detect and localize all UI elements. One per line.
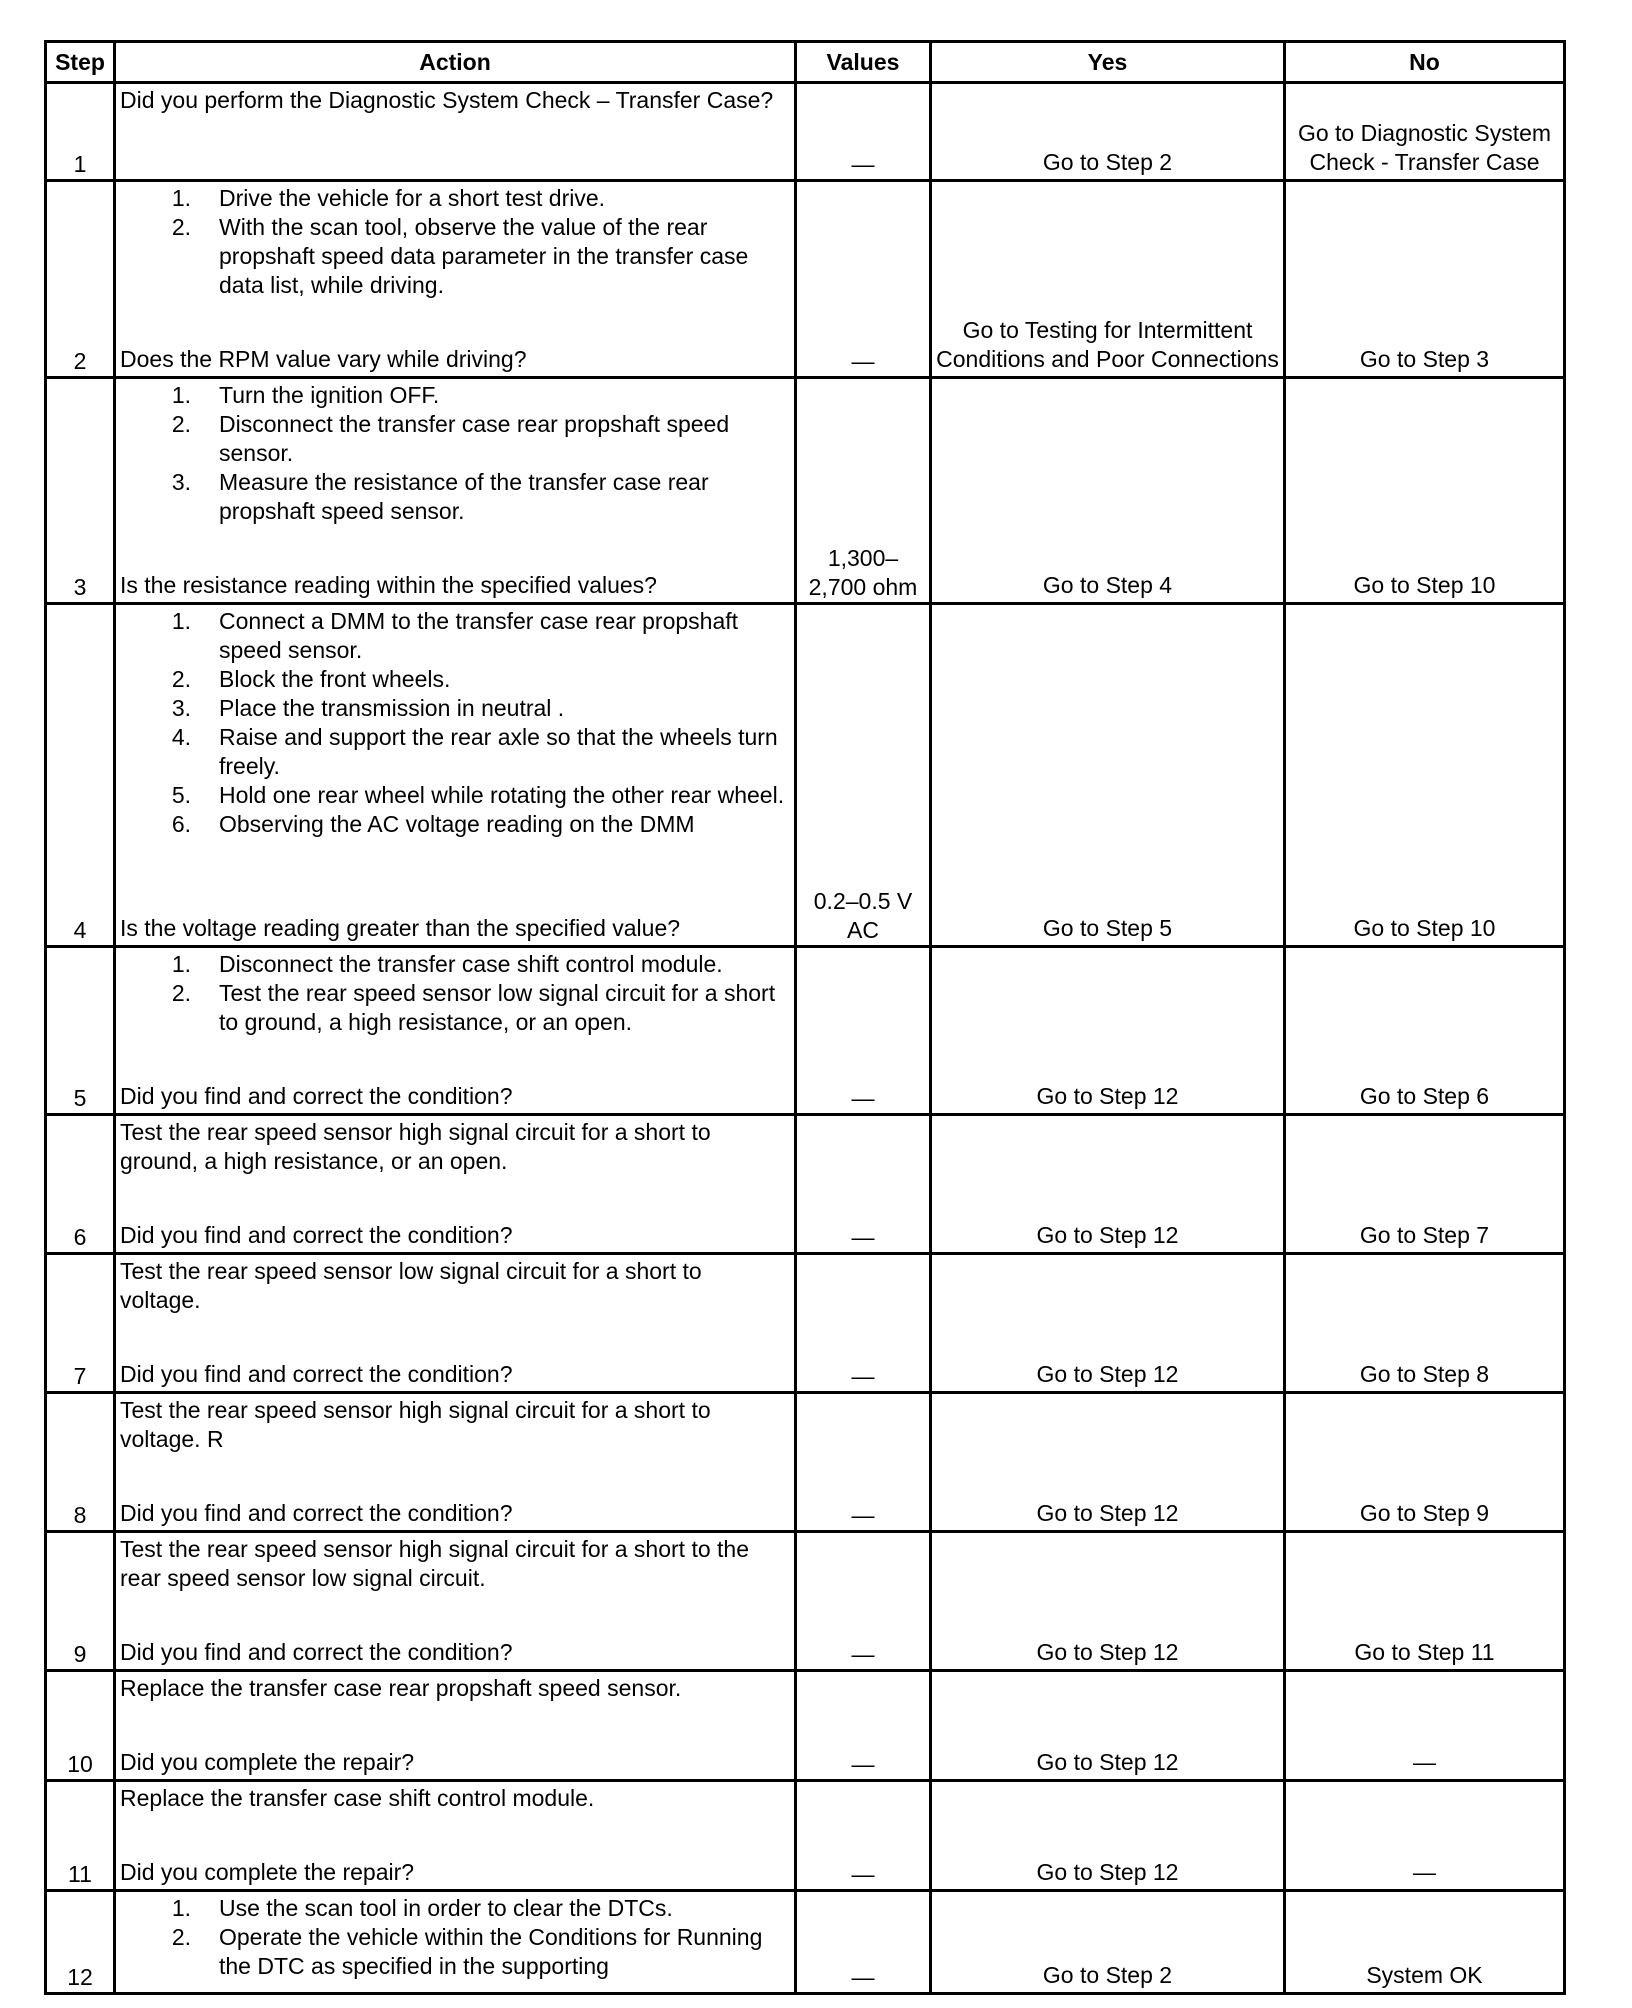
value-cell: — — [796, 1393, 931, 1532]
table-row — [46, 604, 1565, 947]
action-step-number: 1. — [171, 608, 191, 634]
table-row — [46, 1393, 1565, 1532]
action-step — [120, 1923, 788, 1981]
value-cell: — — [796, 1115, 931, 1254]
table-row — [46, 1671, 1565, 1781]
step-number: 8 — [46, 1393, 115, 1532]
action-content — [120, 950, 788, 1111]
table-row — [46, 1532, 1565, 1671]
action-cell — [115, 947, 796, 1115]
action-step-text: Disconnect the transfer case rear propshaft speed sensor. — [219, 411, 730, 466]
action-step-text: Place the transmission in neutral . — [219, 695, 565, 721]
action-step — [120, 381, 788, 410]
value-cell: — — [796, 947, 931, 1115]
action-step-text: Drive the vehicle for a short test drive. — [219, 185, 606, 211]
action-content — [120, 1674, 788, 1777]
action-text: Test the rear speed sensor high signal circuit for a short to voltage. R — [120, 1397, 711, 1452]
diagnostic-table — [44, 40, 1566, 1995]
action-cell — [115, 1254, 796, 1393]
action-step-text: Operate the vehicle within the Conditions for Running the DTC as specified in the supporting — [219, 1924, 763, 1979]
action-question: Did you find and correct the condition? — [120, 1222, 513, 1248]
action-content — [120, 86, 788, 115]
step-number: 5 — [46, 947, 115, 1115]
action-step-number: 1. — [171, 185, 191, 211]
action-text: Replace the transfer case rear propshaft speed sensor. — [120, 1675, 682, 1701]
value-cell: 0.2–0.5 V AC — [796, 604, 931, 947]
action-step-text: Block the front wheels. — [219, 666, 451, 692]
action-cell — [115, 604, 796, 947]
action-step — [120, 950, 788, 979]
action-step — [120, 979, 788, 1037]
action-question: Did you complete the repair? — [120, 1859, 415, 1885]
step-number: 9 — [46, 1532, 115, 1671]
yes-cell: Go to Step 2 — [931, 1891, 1285, 1994]
action-step-number: 2. — [171, 214, 191, 240]
value-cell: — — [796, 1532, 931, 1671]
action-step — [120, 1894, 788, 1923]
action-step-number: 6. — [171, 811, 191, 837]
action-content — [120, 1535, 788, 1667]
action-cell — [115, 378, 796, 604]
action-question: Is the voltage reading greater than the specified value? — [120, 915, 681, 941]
yes-cell: Go to Step 12 — [931, 1393, 1285, 1532]
action-steps — [120, 950, 788, 1037]
yes-cell: Go to Step 2 — [931, 83, 1285, 181]
action-question: Did you find and correct the condition? — [120, 1500, 513, 1526]
action-content — [120, 184, 788, 374]
action-step-number: 1. — [171, 951, 191, 977]
no-cell: System OK — [1285, 1891, 1565, 1994]
yes-cell: Go to Step 4 — [931, 378, 1285, 604]
action-text: Test the rear speed sensor high signal circuit for a short to the rear speed sensor low signal circuit. — [120, 1536, 749, 1591]
action-content — [120, 607, 788, 943]
action-step-number: 1. — [171, 1895, 191, 1921]
table-row — [46, 378, 1565, 604]
yes-cell: Go to Step 5 — [931, 604, 1285, 947]
table-row — [46, 83, 1565, 181]
table-row — [46, 1891, 1565, 1994]
no-cell: Go to Step 7 — [1285, 1115, 1565, 1254]
header-values: Values — [796, 42, 931, 83]
value-cell: — — [796, 1254, 931, 1393]
action-text: Test the rear speed sensor high signal circuit for a short to ground, a high resistance, or an open. — [120, 1119, 711, 1174]
action-step-text: Measure the resistance of the transfer case rear propshaft speed sensor. — [219, 469, 709, 524]
no-cell: Go to Step 3 — [1285, 181, 1565, 378]
action-cell — [115, 83, 796, 181]
value-cell: — — [796, 1781, 931, 1891]
table-row — [46, 1781, 1565, 1891]
action-question: Does the RPM value vary while driving? — [120, 346, 527, 372]
value-cell: — — [796, 181, 931, 378]
yes-cell: Go to Step 12 — [931, 947, 1285, 1115]
action-step-number: 5. — [171, 782, 191, 808]
step-number: 6 — [46, 1115, 115, 1254]
action-cell — [115, 1781, 796, 1891]
action-step — [120, 468, 788, 526]
action-step — [120, 723, 788, 781]
action-step — [120, 810, 788, 839]
action-cell — [115, 1393, 796, 1532]
action-text: Did you perform the Diagnostic System Check – Transfer Case? — [120, 87, 774, 113]
step-number: 7 — [46, 1254, 115, 1393]
action-step-number: 2. — [171, 1924, 191, 1950]
no-cell: Go to Step 6 — [1285, 947, 1565, 1115]
no-cell: — — [1285, 1781, 1565, 1891]
header-no: No — [1285, 42, 1565, 83]
yes-cell: Go to Step 12 — [931, 1115, 1285, 1254]
action-question: Did you find and correct the condition? — [120, 1361, 513, 1387]
step-number: 11 — [46, 1781, 115, 1891]
action-step — [120, 694, 788, 723]
yes-cell: Go to Step 12 — [931, 1671, 1285, 1781]
action-content — [120, 1894, 788, 1981]
action-steps — [120, 607, 788, 839]
action-step-text: Use the scan tool in order to clear the DTCs. — [219, 1895, 673, 1921]
yes-cell: Go to Step 12 — [931, 1254, 1285, 1393]
action-question: Did you find and correct the condition? — [120, 1083, 513, 1109]
value-cell: — — [796, 1671, 931, 1781]
no-cell: Go to Step 9 — [1285, 1393, 1565, 1532]
action-step — [120, 184, 788, 213]
table-row — [46, 1115, 1565, 1254]
no-cell: Go to Step 8 — [1285, 1254, 1565, 1393]
no-cell: — — [1285, 1671, 1565, 1781]
action-steps — [120, 184, 788, 300]
action-cell — [115, 1671, 796, 1781]
action-step-number: 2. — [171, 980, 191, 1006]
action-step-number: 3. — [171, 695, 191, 721]
action-content — [120, 1396, 788, 1528]
action-step-text: Hold one rear wheel while rotating the other rear wheel. — [219, 782, 785, 808]
action-step — [120, 607, 788, 665]
action-step-number: 4. — [171, 724, 191, 750]
yes-cell: Go to Step 12 — [931, 1532, 1285, 1671]
table-row — [46, 1254, 1565, 1393]
action-step-text: With the scan tool, observe the value of the rear propshaft speed data parameter in the transfer case data list, while driving. — [219, 214, 749, 298]
action-step-text: Turn the ignition OFF. — [219, 382, 440, 408]
table-row — [46, 947, 1565, 1115]
no-cell: Go to Step 10 — [1285, 604, 1565, 947]
action-step-number: 1. — [171, 382, 191, 408]
action-step-text: Disconnect the transfer case shift control module. — [219, 951, 723, 977]
value-cell: 1,300– 2,700 ohm — [796, 378, 931, 604]
action-step-text: Raise and support the rear axle so that the wheels turn freely. — [219, 724, 778, 779]
action-step — [120, 665, 788, 694]
table-body — [46, 83, 1565, 1994]
yes-cell: Go to Testing for Intermittent Conditions and Poor Connections — [931, 181, 1285, 378]
action-cell — [115, 1891, 796, 1994]
action-steps — [120, 1894, 788, 1981]
action-step — [120, 410, 788, 468]
action-steps — [120, 381, 788, 526]
action-cell — [115, 1532, 796, 1671]
action-cell — [115, 181, 796, 378]
step-number: 4 — [46, 604, 115, 947]
action-question: Is the resistance reading within the specified values? — [120, 572, 657, 598]
action-step-number: 2. — [171, 411, 191, 437]
no-cell: Go to Diagnostic System Check - Transfer Case — [1285, 83, 1565, 181]
no-cell: Go to Step 10 — [1285, 378, 1565, 604]
action-content — [120, 1257, 788, 1389]
value-cell: — — [796, 83, 931, 181]
action-question: Did you find and correct the condition? — [120, 1639, 513, 1665]
action-step-number: 3. — [171, 469, 191, 495]
action-text: Replace the transfer case shift control module. — [120, 1785, 595, 1811]
step-number: 12 — [46, 1891, 115, 1994]
header-step: Step — [46, 42, 115, 83]
step-number: 2 — [46, 181, 115, 378]
table-row — [46, 181, 1565, 378]
step-number: 3 — [46, 378, 115, 604]
value-cell: — — [796, 1891, 931, 1994]
yes-cell: Go to Step 12 — [931, 1781, 1285, 1891]
action-cell — [115, 1115, 796, 1254]
action-step — [120, 213, 788, 300]
action-text: Test the rear speed sensor low signal circuit for a short to voltage. — [120, 1258, 702, 1313]
action-step — [120, 781, 788, 810]
step-number: 10 — [46, 1671, 115, 1781]
header-yes: Yes — [931, 42, 1285, 83]
action-content — [120, 1118, 788, 1250]
action-step-text: Connect a DMM to the transfer case rear propshaft speed sensor. — [219, 608, 739, 663]
action-step-number: 2. — [171, 666, 191, 692]
action-question: Did you complete the repair? — [120, 1749, 415, 1775]
header-action: Action — [115, 42, 796, 83]
action-content — [120, 1784, 788, 1887]
header-row — [46, 42, 1565, 83]
action-step-text: Observing the AC voltage reading on the DMM — [219, 811, 695, 837]
action-content — [120, 381, 788, 600]
step-number: 1 — [46, 83, 115, 181]
action-step-text: Test the rear speed sensor low signal circuit for a short to ground, a high resistance, or an open. — [219, 980, 776, 1035]
no-cell: Go to Step 11 — [1285, 1532, 1565, 1671]
